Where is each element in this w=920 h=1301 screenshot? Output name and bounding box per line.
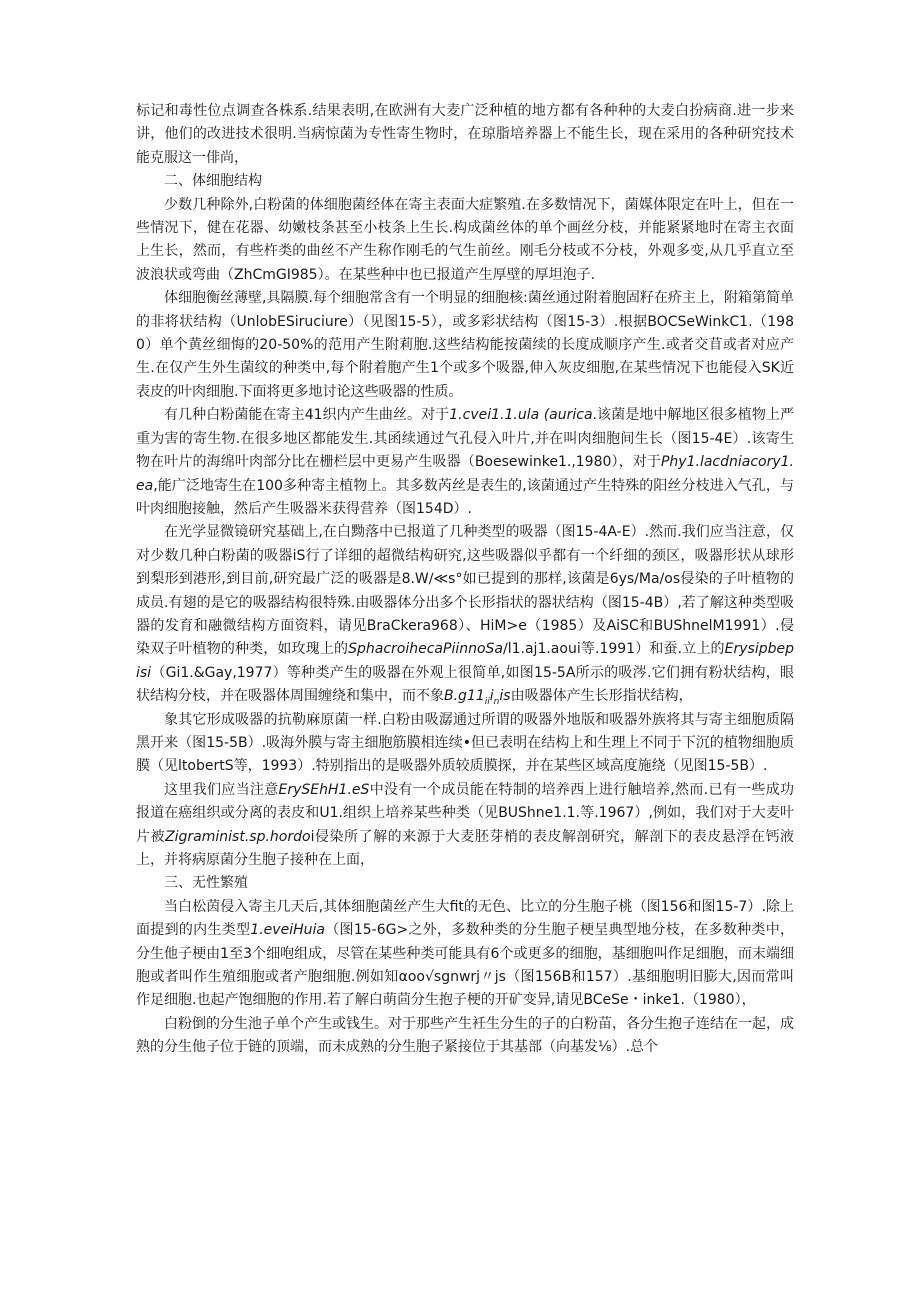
body-paragraph bbox=[136, 709, 794, 779]
italic-term: is bbox=[499, 688, 511, 705]
section-heading bbox=[136, 170, 794, 193]
italic-term: Phy1.lacdniacory1.ea bbox=[136, 454, 794, 494]
text-run: （图15-6G>之外，多数种类的分生胞子梗呈典型地分枝，在多数种类中，分生他子梗由1至3个细咆组成，尽管在某些种类可能具有6个或更多的细胞，基细胞叫作足细胞，而末端细胞或者叫作生殖细胞或者产胞细胞.例如知αoo√sgnwrj〃js（图156B和157）.基细胞明旧膨大,因而常叫作足细胞.也起产饱细胞的作用.若了解白萌茴分生抱子梗的开矿变异,请见BCeSe・inke1.（1980）， bbox=[136, 922, 795, 1009]
italic-term: i bbox=[489, 688, 494, 705]
italic-term: SphacroihecaPiinnoSa bbox=[348, 641, 504, 658]
text-run: （Gi1.&Gay,1977）等种类产生的吸器在外观上很简单,如图15-5A所示的吸涔.它们拥有粉状结构，眼状结构分枝，并在吸器体周围缠绕和集中，而不象 bbox=[136, 664, 794, 705]
text-run: 在光学显微镜研究基础上,在白黝落中已报道了几种类型的吸器（图15-4A-E）.然而.我们应当注意，仅对少数几种白粉菌的吸器iS行了详细的超微结构研究,这些吸器似乎都有一个纤细的颈区，吸器形状从球形到梨形到港形,到目前,研究最广泛的吸器是8.W∕≪s°如已提到的那样,该菌是6ys∕Ma∕os侵染的子叶植物的成员.有翅的是它的吸器结构很特殊.由吸器体分出多个长形指状的器状结构（图15-4B）,若了解这种类型吸器的发育和融微结构方面资料，请见BraCkera968）、HiM>e（1985）及AiSC和BUShnelM1991）.侵染双子叶植物的种类，如玫瑰上的 bbox=[136, 524, 794, 658]
italic-term: 1.eveiHuia bbox=[250, 922, 325, 939]
text-run: i侵染所了解的来源于大麦胚芽梢的表皮解剖研究，解剖下的表皮悬浮在钙液上，并将病原菌分生胞子接种在上面， bbox=[136, 828, 794, 868]
text-run: 中没有一个成员能在特制的培养西上进行触培养,然而.已有一些成功报道在癌组织或分离的表皮和U1.组织上培养某些种类（见BUShne1.1.等.1967）,例如，我们对于大麦叶片被 bbox=[136, 781, 795, 845]
body-paragraph bbox=[136, 100, 794, 170]
text-run: 这里我们应当注意 bbox=[164, 781, 279, 798]
text-run: 当白松茵侵入寄主几天后,其体细胞菌丝产生大fit的无色、比立的分生胞子桃（图156和图15-7）.除上面提到的内生类型 bbox=[136, 898, 794, 939]
text-run: ∕l1.aj1.aoui等.1991）和蚕.立上的 bbox=[503, 641, 725, 658]
text-run: 二、体细胞结构 bbox=[164, 173, 262, 190]
italic-term: 1.cvei1.1.ula (aurica bbox=[449, 407, 593, 424]
body-paragraph bbox=[136, 194, 794, 288]
text-run: 象其它形成吸器的抗勒麻原菌一样.白粉由吸潺通过所谓的吸器外地版和吸器外族将其与寄主细胞质隔黑开来（图15-5B）.吸海外膜与寄主细胞筋膜相连续•但已表明在结构上和生理上不同于下沉的植物细胞质膜（见ltobertS等，1993）.特别指出的是吸器外质较质膜探，并在某些区域高度施绕（见图15-5B）. bbox=[136, 711, 794, 775]
text-run: 白粉倒的分生池子单个产生或钱生。对于那些产生衽生分生的子的白粉苗，各分生抱子连结在一起，成熟的分生他子位于链的顶端，而未成熟的分生胞子紧接位于其基部（向基发⅛）.总个 bbox=[136, 1015, 794, 1056]
italic-term: Erysipbepisi bbox=[136, 641, 794, 681]
text-run: 标记和毒性位点调查各株系.结果表明,在欧洲有大麦广泛种植的地方都有各种种的大麦白扮病商.进一步来讲，他们的改进技术很明.当病惊菌为专性寄生物时，在琼脂培养器上不能生长，现在采用的各种研究技术能克服这一俳尚， bbox=[136, 103, 794, 166]
text-run: 少数几种除外,白粉菌的体细胞菌经体在寄主表面大症繁殖.在多数情况下，菌媒体限定在叶上，但在一些情况下，健在花器、幼嫩枝条甚至小枝条上生长.构成菌丝体的单个画丝分枝，并能紧紧地时在寄主衣面上生长，然而，有些杵类的曲丝不产生称作刚毛的气生前丝。刚毛分枝或不分枝，外观多变,从几乎直立至波浪状或弯曲（ZhCmGI985）。在某些种中也已报道产生厚壁的厚坦泡子. bbox=[136, 196, 794, 283]
text-run: ,能广泛地寄生在100多种寄主植物上。其多数芮丝是表生的,该菌通过产生特殊的阳丝分枝进入气孔，与叶肉细胞接触，然后产生吸器米获得营养（图154D）. bbox=[136, 477, 794, 517]
text-run: 体细胞衡丝薄壁,具隔膜.每个细胞常含有一个明显的细胞核:菌丝通过附着胞固籽在疥主上，附箱第简单的非将状结构（UnlobESiruciure）（见图15-5），或多彩状结构（图15-3）.根据BOCSeWinkC1.（1980）单个黄丝细悔的20-50%的范用产生附莉胞.这些结构能按菌续的长度成顺序产生.或者交苜或者对应产生.在仅产生外生菌纹的种类中,每个附着胞产生1个或多个吸器,伸入灰皮细胞,在某些情况下也能侵入SK近表皮的叶肉细胞.下面将更多地讨论这些吸器的性质。 bbox=[136, 290, 794, 400]
text-run: 三、无性繁殖 bbox=[164, 875, 248, 892]
text-run: 由吸器体产生长形指状结构， bbox=[510, 688, 693, 705]
body-paragraph bbox=[136, 779, 794, 873]
body-paragraph bbox=[136, 521, 794, 708]
italic-term: n bbox=[493, 696, 500, 707]
body-paragraph bbox=[136, 404, 794, 521]
italic-term: ii bbox=[484, 696, 490, 707]
body-paragraph bbox=[136, 1013, 794, 1060]
text-run: .该菌是地中解地区很多植物上严重为害的寄生物.在很多地区都能发生.其函续通过气孔侵入叶片,并在叫肉细胞间生长（图15-4E）.该寄生物在叶片的海绵叶肉部分比在栅栏层中更易产生吸器（Boesewinke1.,1980），对于 bbox=[136, 407, 794, 471]
document-page bbox=[136, 100, 794, 1060]
italic-term: Zigraminist.sp.hordo bbox=[165, 828, 311, 845]
section-heading bbox=[136, 872, 794, 895]
body-paragraph bbox=[136, 896, 794, 1013]
body-paragraph bbox=[136, 287, 794, 404]
italic-term: B.g11 bbox=[444, 688, 485, 705]
italic-term: ErySEhH1.eS bbox=[278, 781, 370, 798]
text-run: 有几种白粉菌能在寄主41织内产生曲丝。对于 bbox=[164, 407, 450, 424]
